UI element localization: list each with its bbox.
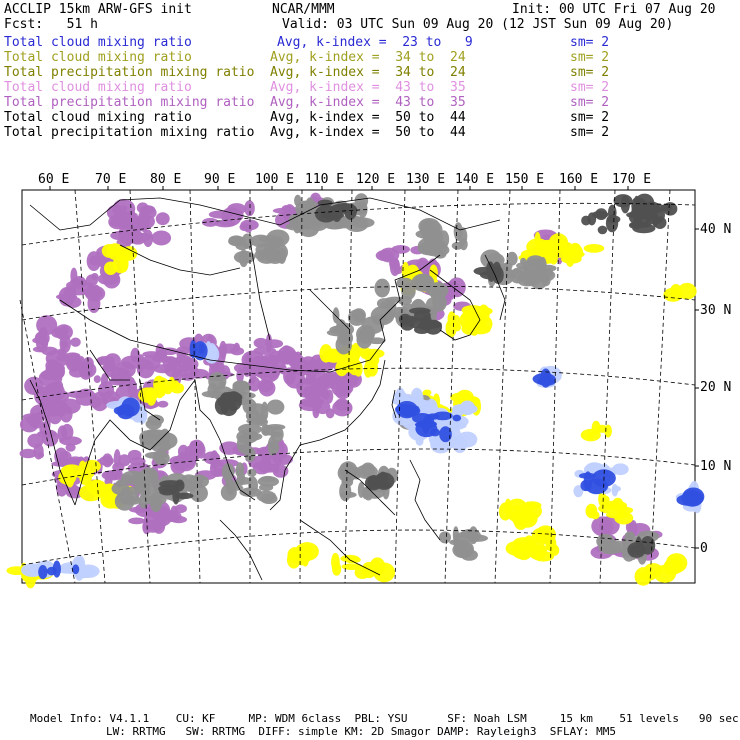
precip-patch-purple (142, 351, 161, 357)
precip-patch-dark (633, 216, 639, 225)
precip-patch-purple (177, 460, 190, 466)
lon-label: 160 E (559, 172, 599, 187)
precip-patch-purple (152, 230, 171, 245)
precip-patch-dark (598, 226, 608, 235)
precip-patch-purple (128, 518, 145, 525)
cloud-patch-blue (38, 565, 47, 579)
cloud-patch-yellow (453, 323, 461, 331)
cloud-patch-blue (580, 480, 591, 491)
cloud-patch-gray (365, 330, 374, 340)
lon-label: 150 E (505, 172, 545, 187)
cloud-patch-blue (72, 564, 79, 574)
cloud-patch-gray (418, 242, 441, 256)
precip-patch-purple (170, 516, 187, 523)
lon-label: 140 E (455, 172, 495, 187)
precip-patch-dark (480, 271, 502, 280)
precip-patch-purple (197, 443, 205, 459)
lon-label: 70 E (95, 172, 127, 187)
precip-patch-purple (91, 288, 103, 299)
precip-patch-purple (70, 338, 80, 347)
cloud-patch-gray (247, 469, 256, 477)
precip-patch-purple (273, 208, 296, 214)
cloud-patch-gray (139, 467, 159, 487)
cloud-patch-gray (146, 429, 167, 438)
precip-patch-dark (332, 204, 342, 222)
cloud-patch-gray (257, 491, 277, 502)
cloud-patch-gray (116, 480, 127, 486)
precip-patch-purple (317, 362, 336, 368)
legend-smoothing: sm= 2 (570, 65, 610, 80)
cloud-patch-blue (452, 415, 461, 422)
cloud-patch-yellow (586, 504, 598, 519)
precip-patch-purple (168, 360, 176, 367)
lon-label: 80 E (150, 172, 182, 187)
precip-patch-purple (41, 336, 49, 348)
init-time: Init: 00 UTC Fri 07 Aug 20 (512, 2, 716, 17)
cloud-patch-yellow (340, 555, 359, 562)
legend-k-index-range: Avg, k-index = 43 to 35 (270, 95, 466, 110)
precip-patch-purple (131, 233, 152, 241)
valid-time: Valid: 03 UTC Sun 09 Aug 20 (12 JST Sun 09 Aug 20) (282, 17, 674, 32)
lat-label: 30 N (700, 303, 732, 318)
precip-patch-purple (259, 380, 276, 397)
legend-k-index-range: Avg, k-index = 43 to 35 (270, 80, 466, 95)
cloud-patch-yellow (598, 504, 618, 514)
precip-patch-purple (253, 347, 276, 355)
precip-patch-purple (38, 452, 44, 458)
cloud-patch-blue (430, 428, 440, 436)
precip-patch-dark (645, 203, 665, 213)
precip-patch-purple (79, 362, 97, 378)
cloud-patch-gray (510, 267, 533, 280)
cloud-patch-blue (422, 418, 429, 434)
precip-patch-dark (158, 485, 177, 494)
cloud-patch-yellow (117, 249, 123, 261)
cloud-patch-gray (387, 299, 396, 319)
cloud-patch-yellow (522, 501, 541, 509)
cloud-patch-gray (260, 476, 276, 482)
lon-label: 100 E (255, 172, 295, 187)
cloud-patch-gray (340, 492, 357, 498)
cloud-patch-gray (239, 250, 248, 268)
legend-smoothing: sm= 2 (570, 50, 610, 65)
cloud-patch-gray (255, 243, 275, 256)
precip-patch-dark (606, 214, 618, 232)
forecast-hour: Fcst: 51 h (4, 17, 98, 32)
cloud-patch-yellow (331, 553, 340, 571)
legend-smoothing: sm= 2 (570, 80, 610, 95)
precip-patch-dark (631, 204, 646, 219)
cloud-patch-lightblue (460, 400, 475, 415)
legend-k-index-range: Avg, k-index = 34 to 24 (270, 50, 466, 65)
cloud-patch-gray (337, 330, 353, 346)
cloud-patch-gray (145, 452, 169, 459)
precip-patch-purple (120, 205, 127, 211)
cloud-patch-yellow (448, 311, 457, 326)
precip-patch-purple (97, 357, 105, 366)
precip-patch-purple (160, 516, 166, 528)
cloud-patch-yellow (370, 557, 386, 575)
cloud-patch-gray (259, 484, 273, 491)
cloud-patch-lightblue (207, 343, 218, 361)
cloud-patch-gray (259, 235, 283, 242)
precip-patch-dark (621, 195, 630, 213)
precip-patch-dark (635, 541, 645, 555)
precip-patch-purple (59, 451, 72, 464)
cloud-patch-yellow (470, 324, 491, 335)
cloud-patch-gray (121, 487, 144, 495)
precip-patch-purple (91, 392, 108, 412)
cloud-patch-gray (294, 195, 301, 207)
precip-patch-purple (66, 443, 76, 451)
precip-patch-purple (178, 364, 199, 378)
cloud-patch-yellow (298, 553, 307, 565)
legend-smoothing: sm= 2 (570, 35, 610, 50)
cloud-patch-yellow (367, 359, 379, 376)
precip-patch-purple (137, 202, 149, 213)
cloud-patch-gray (235, 467, 241, 476)
precip-patch-dark (175, 493, 193, 499)
cloud-patch-yellow (584, 244, 605, 253)
org-label: NCAR/MMM (272, 2, 335, 17)
cloud-patch-yellow (467, 319, 474, 327)
cloud-patch-gray (267, 399, 285, 414)
legend-field-name: Total cloud mixing ratio (4, 80, 192, 95)
precip-patch-purple (313, 394, 321, 413)
precip-patch-purple (158, 401, 169, 408)
model-info-line1: Model Info: V4.1.1 CU: KF MP: WDM 6class PBL: YSU SF: Noah LSM 15 km 51 levels 90 sec (30, 712, 739, 725)
legend-smoothing: sm= 2 (570, 95, 610, 110)
cloud-patch-yellow (534, 536, 544, 552)
legend-k-index-range: Avg, k-index = 50 to 44 (270, 110, 466, 125)
legend-field-name: Total cloud mixing ratio (4, 110, 192, 125)
precip-patch-purple (342, 382, 353, 394)
cloud-patch-gray (374, 279, 390, 298)
precip-patch-purple (308, 371, 316, 379)
cloud-patch-lightblue (612, 484, 619, 497)
cloud-patch-gray (218, 381, 225, 388)
cloud-patch-blue (121, 398, 140, 417)
cloud-patch-gray (268, 436, 277, 455)
lon-label: 120 E (356, 172, 396, 187)
precip-patch-purple (240, 220, 258, 231)
cloud-patch-yellow (666, 558, 675, 569)
cloud-patch-lightblue (453, 436, 467, 453)
cloud-patch-gray (439, 531, 451, 543)
precip-patch-purple (20, 417, 39, 433)
precip-patch-purple (156, 212, 170, 225)
legend-k-index-range: Avg, k-index = 23 to 9 (277, 35, 473, 50)
lat-label: 0 (700, 541, 708, 556)
lon-label: 170 E (612, 172, 652, 187)
lat-label: 10 N (700, 459, 732, 474)
cloud-patch-gray (454, 222, 463, 241)
lon-label: 90 E (204, 172, 236, 187)
legend-smoothing: sm= 2 (570, 110, 610, 125)
lat-label: 40 N (700, 222, 732, 237)
cloud-patch-gray (423, 232, 430, 243)
model-info-line2: LW: RRTMG SW: RRTMG DIFF: simple KM: 2D Smagor DAMP: Rayleigh3 SFLAY: MM5 (106, 725, 616, 738)
cloud-patch-blue (676, 494, 698, 505)
cloud-patch-yellow (614, 512, 633, 525)
legend-field-name: Total precipitation mixing ratio (4, 125, 255, 140)
precip-patch-purple (118, 454, 130, 466)
cloud-patch-gray (625, 532, 635, 539)
cloud-patch-gray (457, 532, 478, 539)
precip-patch-purple (221, 207, 241, 226)
cloud-patch-yellow (566, 253, 575, 267)
cloud-patch-gray (605, 540, 626, 553)
precip-patch-purple (233, 343, 239, 352)
precip-patch-purple (94, 375, 101, 383)
cloud-patch-gray (460, 238, 468, 250)
cloud-patch-yellow (170, 383, 184, 394)
precip-patch-purple (105, 353, 121, 368)
cloud-patch-yellow (79, 484, 103, 501)
precip-patch-purple (244, 200, 255, 216)
legend-k-index-range: Avg, k-index = 34 to 24 (270, 65, 466, 80)
legend-k-index-range: Avg, k-index = 50 to 44 (270, 125, 466, 140)
legend-field-name: Total cloud mixing ratio (4, 35, 192, 50)
cloud-patch-gray (396, 278, 413, 289)
cloud-patch-yellow (102, 244, 117, 258)
legend-field-name: Total precipitation mixing ratio (4, 65, 255, 80)
cloud-patch-blue (395, 404, 416, 415)
cloud-patch-blue (533, 373, 556, 385)
cloud-patch-gray (358, 482, 365, 498)
precip-patch-dark (218, 397, 234, 408)
cloud-patch-gray (351, 217, 375, 228)
precip-patch-purple (273, 463, 280, 473)
cloud-patch-lightblue (416, 437, 424, 446)
cloud-patch-yellow (570, 243, 581, 254)
cloud-patch-yellow (506, 541, 528, 556)
cloud-patch-yellow (592, 421, 601, 435)
precip-patch-purple (87, 251, 101, 271)
cloud-patch-yellow (155, 386, 164, 399)
precip-patch-dark (418, 321, 435, 330)
cloud-patch-yellow (552, 245, 570, 251)
cloud-patch-blue (53, 561, 61, 578)
cloud-patch-gray (461, 549, 478, 560)
precip-patch-purple (175, 504, 187, 513)
precip-patch-purple (55, 324, 73, 340)
cloud-patch-yellow (423, 389, 432, 395)
precip-patch-dark (378, 472, 388, 485)
cloud-patch-blue (199, 343, 205, 354)
cloud-patch-yellow (319, 344, 332, 363)
precip-patch-purple (219, 341, 227, 359)
precip-patch-purple (389, 258, 399, 270)
cloud-patch-gray (226, 479, 235, 495)
precip-patch-purple (111, 367, 131, 384)
cloud-patch-yellow (78, 461, 87, 480)
legend-smoothing: sm= 2 (570, 125, 610, 140)
lon-label: 130 E (406, 172, 446, 187)
precip-patch-purple (335, 398, 349, 410)
lat-label: 20 N (700, 380, 732, 395)
precip-patch-dark (369, 475, 380, 487)
cloud-patch-gray (427, 282, 448, 299)
lon-label: 60 E (38, 172, 70, 187)
cloud-patch-gray (352, 308, 366, 322)
model-title: ACCLIP 15km ARW-GFS init (4, 2, 192, 17)
precip-patch-purple (291, 355, 305, 372)
cloud-patch-yellow (507, 506, 526, 522)
precip-patch-purple (129, 507, 150, 513)
precip-patch-dark (581, 216, 591, 226)
cloud-patch-gray (341, 220, 348, 226)
cloud-patch-yellow (678, 283, 697, 300)
precip-patch-purple (321, 381, 328, 399)
cloud-patch-gray (261, 424, 270, 436)
cloud-patch-gray (147, 415, 164, 426)
lon-label: 110 E (305, 172, 345, 187)
legend-field-name: Total cloud mixing ratio (4, 50, 192, 65)
cloud-patch-yellow (588, 432, 594, 440)
precip-patch-purple (68, 285, 76, 301)
legend-field-name: Total precipitation mixing ratio (4, 95, 255, 110)
cloud-patch-gray (139, 494, 148, 509)
cloud-patch-gray (536, 272, 545, 283)
